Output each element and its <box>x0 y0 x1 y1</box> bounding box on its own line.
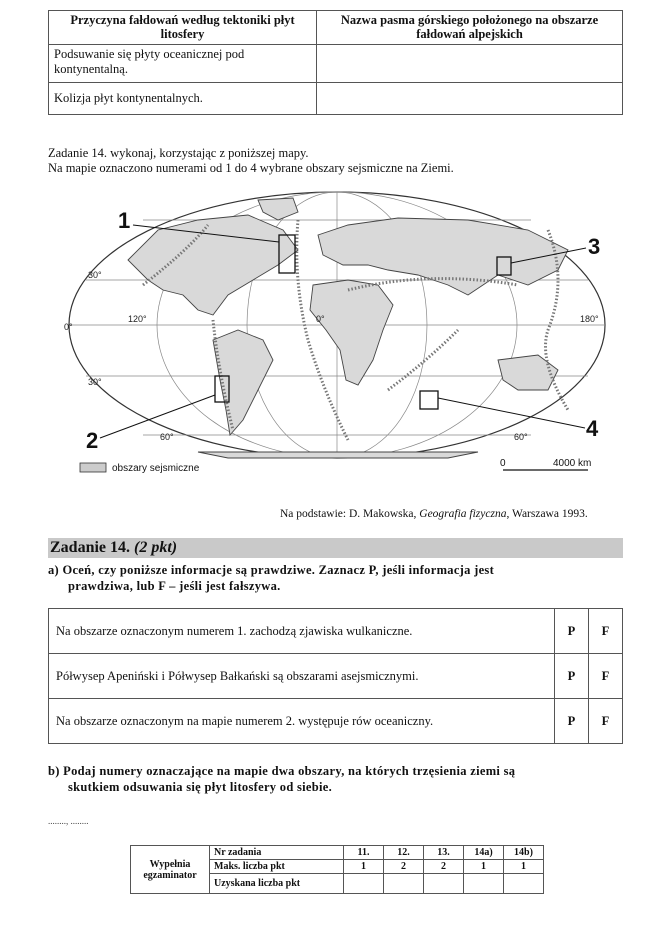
statement-2: Półwysep Apeniński i Półwysep Bałkański są obszarami asejsmicznymi. <box>49 654 555 699</box>
max-12: 2 <box>384 860 424 874</box>
score-14a[interactable] <box>464 874 504 894</box>
africa <box>310 280 393 385</box>
max-13: 2 <box>424 860 464 874</box>
answer-dots[interactable]: ........, ........ <box>48 816 89 826</box>
row-scored-points-label: Uzyskana liczba pkt <box>210 874 344 894</box>
greenland <box>258 198 298 220</box>
antarctica <box>198 452 478 458</box>
intro-line-1: Zadanie 14. wykonaj, korzystając z poniższej mapy. <box>48 146 309 160</box>
australia <box>498 355 558 390</box>
lon-label-120: 120° <box>128 314 147 324</box>
max-11: 1 <box>344 860 384 874</box>
lat-label-0: 0° <box>64 322 73 332</box>
lat-label-30n: 30° <box>88 270 102 280</box>
intro-line-2: Na mapie oznaczono numerami od 1 do 4 wybrane obszary sejsmiczne na Ziemi. <box>48 161 454 175</box>
examiner-table <box>130 845 544 894</box>
option-p-2[interactable]: P <box>555 654 589 699</box>
task-b-line-2: skutkiem odsuwania się płyt litosfery od siebie. <box>68 780 333 794</box>
option-f-1[interactable]: F <box>589 609 623 654</box>
scale-end: 4000 km <box>553 458 592 469</box>
cause-cell-2: Kolizja płyt kontynentalnych. <box>49 83 317 115</box>
marker-1: 1 <box>118 208 131 233</box>
max-14a: 1 <box>464 860 504 874</box>
statement-1: Na obszarze oznaczonym numerem 1. zachodzą zjawiska wulkaniczne. <box>49 609 555 654</box>
cause-cell-1: Podsuwanie się płyty oceanicznej pod kontynentalną. <box>49 45 317 83</box>
option-f-3[interactable]: F <box>589 699 623 744</box>
lon-label-0: 0° <box>316 314 325 324</box>
score-13[interactable] <box>424 874 464 894</box>
north-america <box>128 215 298 315</box>
seismic-world-map <box>48 190 626 480</box>
lat-label-60s-left: 60° <box>160 432 174 442</box>
true-false-table <box>48 608 623 744</box>
statement-3: Na obszarze oznaczonym na mapie numerem 2. występuje rów oceaniczny. <box>49 699 555 744</box>
lon-label-180: 180° <box>580 314 599 324</box>
task-a-line-2: prawdziwa, lub F – jeśli jest fałszywa. <box>68 579 281 593</box>
legend-label: obszary sejsmiczne <box>112 463 200 474</box>
option-p-3[interactable]: P <box>555 699 589 744</box>
header-cause: Przyczyna fałdowań według tektoniki płyt litosfery <box>49 11 317 45</box>
task-11: 11. <box>344 846 384 860</box>
answer-cell-1[interactable] <box>317 45 623 83</box>
task-12: 12. <box>384 846 424 860</box>
row-task-number-label: Nr zadania <box>210 846 344 860</box>
score-11[interactable] <box>344 874 384 894</box>
option-p-1[interactable]: P <box>555 609 589 654</box>
legend-swatch <box>80 463 106 472</box>
scale-start: 0 <box>500 458 506 469</box>
score-12[interactable] <box>384 874 424 894</box>
lat-label-30s: 30° <box>88 377 102 387</box>
max-14b: 1 <box>504 860 544 874</box>
continents <box>128 198 568 458</box>
task-14a: 14a) <box>464 846 504 860</box>
area-4-box <box>420 391 438 409</box>
task-14b: 14b) <box>504 846 544 860</box>
task-header: Zadanie 14. (2 pkt) <box>48 538 623 558</box>
source-citation: Na podstawie: D. Makowska, Geografia fizyczna, Warszawa 1993. <box>280 508 588 520</box>
option-f-2[interactable]: F <box>589 654 623 699</box>
score-14b[interactable] <box>504 874 544 894</box>
marker-3: 3 <box>588 234 601 259</box>
orogeny-table <box>48 10 623 115</box>
marker-4: 4 <box>586 416 599 441</box>
lat-label-60s-right: 60° <box>514 432 528 442</box>
task-13: 13. <box>424 846 464 860</box>
task-b-line-1: b) Podaj numery oznaczające na mapie dwa obszary, na których trzęsienia ziemi są <box>48 764 516 778</box>
marker-2: 2 <box>86 428 99 453</box>
task-a-line-1: a) Oceń, czy poniższe informacje są prawdziwe. Zaznacz P, jeśli informacja jest <box>48 563 495 577</box>
examiner-label: Wypełnia egzaminator <box>131 846 210 894</box>
row-max-points-label: Maks. liczba pkt <box>210 860 344 874</box>
answer-cell-2[interactable] <box>317 83 623 115</box>
header-mountain: Nazwa pasma górskiego położonego na obszarze fałdowań alpejskich <box>317 11 623 45</box>
